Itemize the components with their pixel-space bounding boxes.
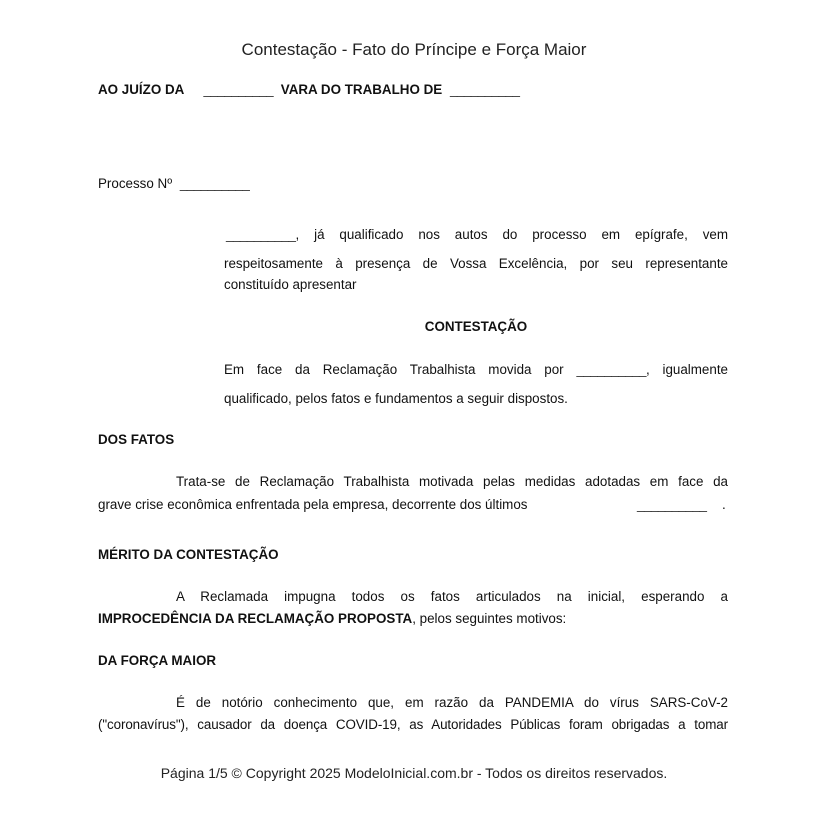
page-footer: Página 1/5 © Copyright 2025 ModeloInicial.com.br - Todos os direitos reservados.	[160, 765, 668, 781]
merito-line-2	[98, 611, 566, 626]
process-number-blank: __________	[179, 176, 250, 191]
intro-line-3: constituído apresentar	[224, 277, 357, 292]
intro-line-1	[226, 227, 728, 242]
intro-text-1: , já qualificado nos autos do processo em epígrafe, vem	[295, 227, 728, 242]
heading-merito: MÉRITO DA CONTESTAÇÃO	[98, 547, 279, 562]
heading-forca-maior: DA FORÇA MAIOR	[98, 653, 217, 668]
process-number	[98, 176, 249, 191]
document-title: Contestação - Fato do Príncipe e Força Maior	[241, 40, 587, 59]
period-blank: __________	[637, 497, 707, 512]
court-city-blank: __________	[449, 82, 520, 97]
forca-maior-line-2: ("coronavírus"), causador da doença COVID-19, as Autoridades Públicas foram obrigadas a tomar	[98, 717, 728, 732]
process-label: Processo Nº	[98, 176, 173, 191]
face-text-1b: , igualmente	[645, 362, 728, 377]
heading-contestacao: CONTESTAÇÃO	[424, 319, 528, 334]
address-middle: VARA DO TRABALHO DE	[280, 82, 443, 97]
merito-text-2: , pelos seguintes motivos:	[412, 611, 567, 626]
forca-maior-line-1: É de notório conhecimento que, em razão da PANDEMIA do vírus SARS-CoV-2	[176, 695, 728, 710]
fatos-line-2: grave crise econômica enfrentada pela empresa, decorrente dos últimos	[98, 497, 528, 512]
improcedencia-emphasis: IMPROCEDÊNCIA DA RECLAMAÇÃO PROPOSTA	[98, 611, 413, 626]
defendant-name-blank: __________	[226, 227, 296, 242]
intro-line-2: respeitosamente à presença de Vossa Excelência, por seu representante	[224, 256, 728, 271]
fatos-end-period: .	[722, 497, 726, 512]
court-address	[98, 82, 519, 97]
merito-line-1: A Reclamada impugna todos os fatos articulados na inicial, esperando a	[176, 589, 728, 604]
plaintiff-name-blank: __________	[576, 362, 646, 377]
address-prefix: AO JUÍZO DA	[98, 82, 184, 97]
face-line-1	[224, 362, 728, 377]
heading-dos-fatos: DOS FATOS	[98, 432, 175, 447]
face-text-1: Em face da Reclamação Trabalhista movida por	[224, 362, 564, 377]
face-line-2: qualificado, pelos fatos e fundamentos a seguir dispostos.	[224, 391, 568, 406]
court-number-blank: __________	[203, 82, 274, 97]
fatos-line-1: Trata-se de Reclamação Trabalhista motivada pelas medidas adotadas em face da	[176, 474, 728, 489]
